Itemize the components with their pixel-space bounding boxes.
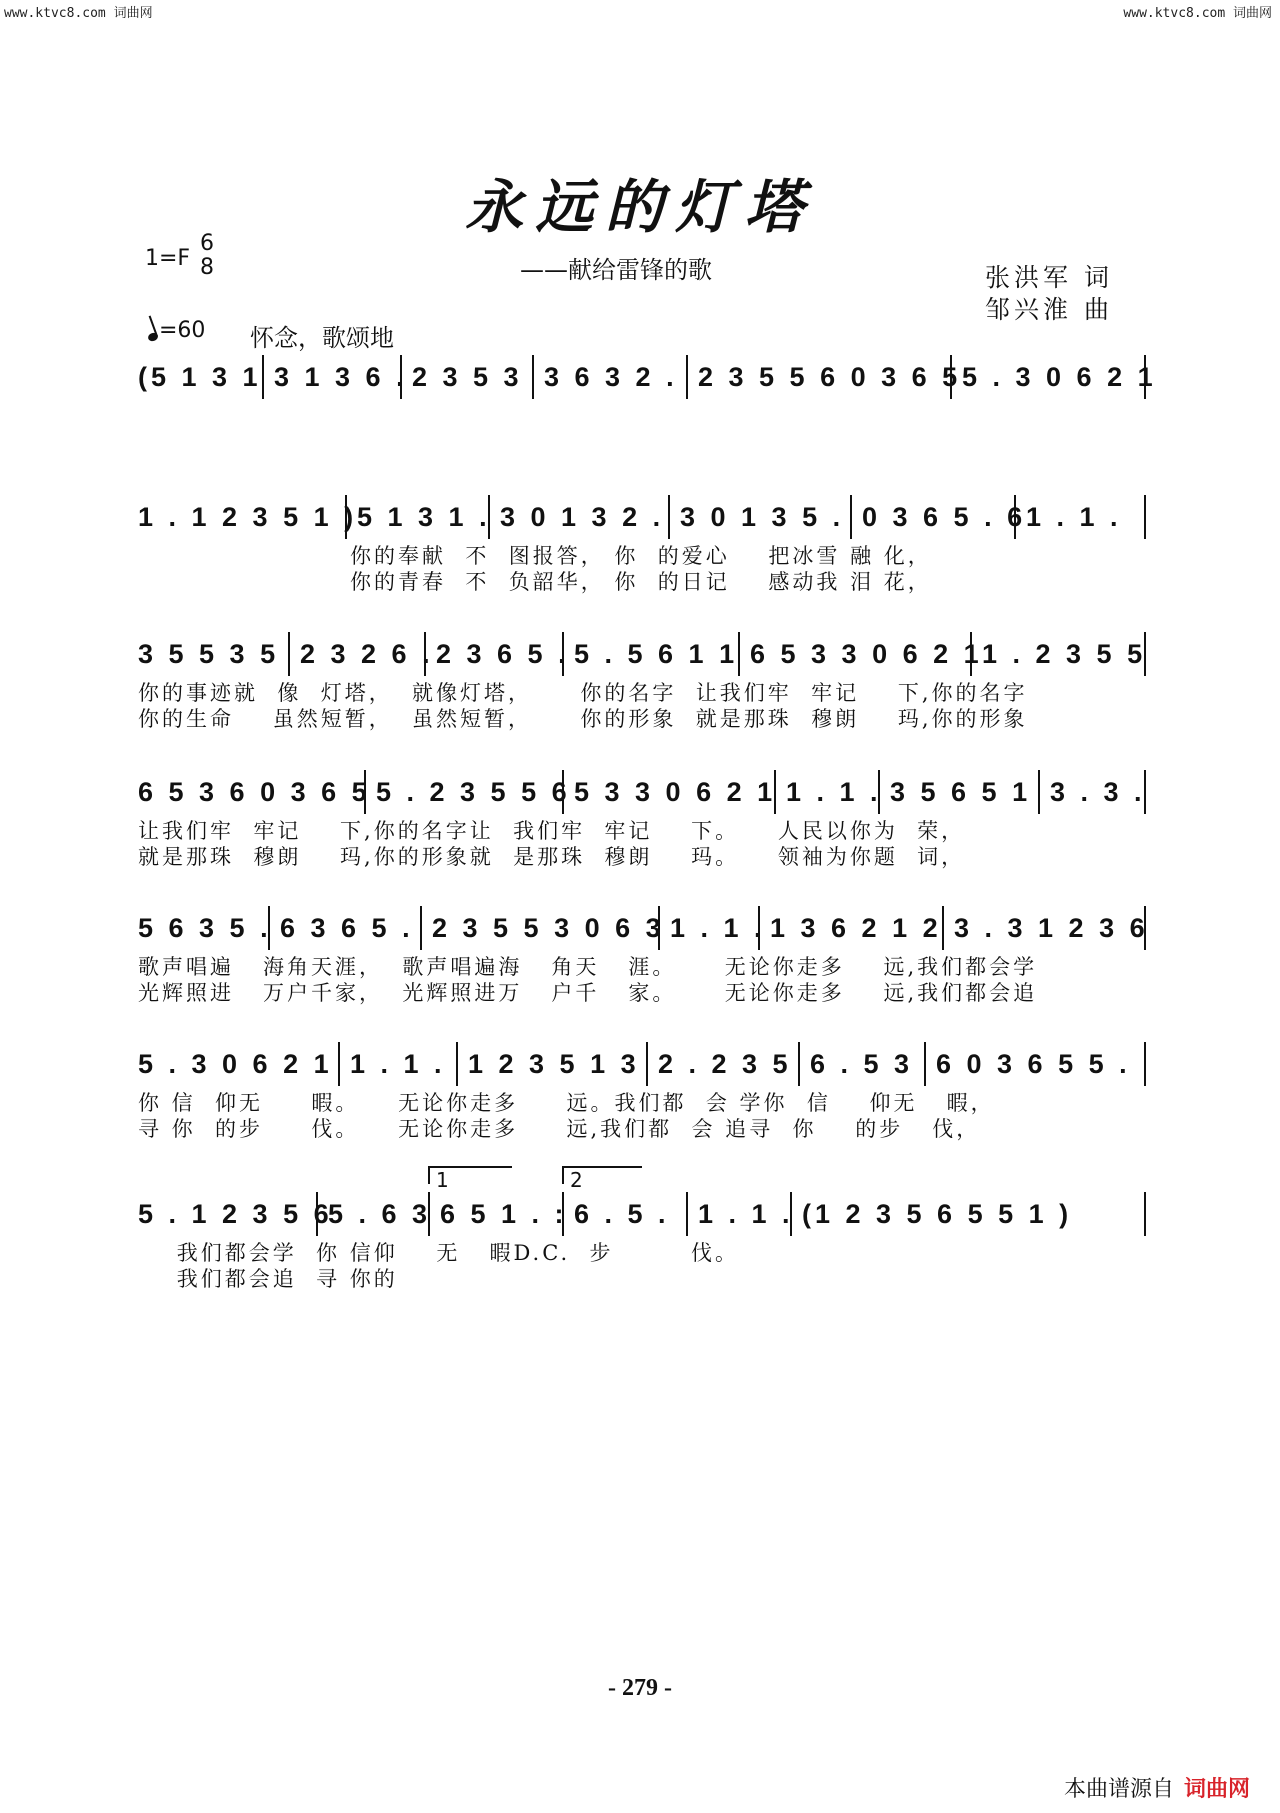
footer-brand: 词曲网 xyxy=(1183,1777,1250,1802)
measure: 5 . 2 3 5 5 6 xyxy=(364,770,571,814)
lyrics-verse-1: 歌声唱遍 海角天涯， 歌声唱遍海 角天 涯。 无论你走多 远,我们都会学 xyxy=(138,955,1038,979)
lyrics-verse-2: 光辉照进 万户千家， 光辉照进万 户千 家。 无论你走多 远,我们都会追 xyxy=(138,981,1038,1005)
staff-system-2 xyxy=(138,495,1146,595)
song-title: 永远的灯塔 xyxy=(464,173,815,241)
volta-first-ending: 1 xyxy=(428,1166,512,1184)
measure: 1 . 1 . xyxy=(658,906,766,950)
page-number: - 279 - xyxy=(608,1675,672,1701)
measure: 2 3 5 5 6 0 3 6 5 xyxy=(686,355,961,399)
measure: 6 5 1 . : xyxy=(428,1192,568,1236)
tempo-value: =60 xyxy=(159,318,206,343)
measure: 3 6 3 2 . xyxy=(532,355,678,399)
tempo-marking xyxy=(148,318,205,343)
lyrics-verse-1: 让我们牢 牢记 下,你的名字让 我们牢 牢记 下。 人民以你为 荣， xyxy=(138,819,966,843)
measure: 2 3 5 5 3 0 6 3 xyxy=(420,906,665,950)
staff-system-1 xyxy=(138,355,1157,399)
measure: 3 0 1 3 5 . xyxy=(668,495,844,539)
measure: 2 . 2 3 5 xyxy=(646,1042,792,1086)
measure: 1 . 1 . xyxy=(774,770,882,814)
measure: 3 0 1 3 2 . xyxy=(488,495,664,539)
footer-credit xyxy=(1064,1772,1250,1803)
notes-row xyxy=(138,1192,1146,1236)
measure: 6 . 5 . xyxy=(562,1192,670,1236)
lyricist-credit: 张洪军 词 xyxy=(985,263,1113,292)
measure: 3 . 3 1 2 3 6 xyxy=(942,906,1149,950)
expression-marking: 怀念，歌颂地 xyxy=(250,324,394,352)
measure: 0 3 6 5 . 6 xyxy=(850,495,1026,539)
measure: 1 2 3 5 1 3 xyxy=(456,1042,640,1086)
measure: 1 . 1 . xyxy=(338,1042,446,1086)
lyrics-verse-1: 你的奉献 不 图报答， 你 的爱心 把冰雪 融 化， xyxy=(350,544,932,568)
measure: 6 5 3 6 0 3 6 5 xyxy=(138,777,371,807)
staff-system-6 xyxy=(138,1042,1146,1142)
song-subtitle: ——献给雷锋的歌 xyxy=(520,256,712,284)
measure: 5 1 3 1 . xyxy=(345,495,491,539)
measure: 2 3 2 6 . xyxy=(288,632,434,676)
lyrics-verse-1: 你 信 仰无 暇。 无论你走多 远。我们都 会 学你 信 仰无 暇， xyxy=(138,1091,995,1115)
measure: 5 . 3 0 6 2 1 xyxy=(950,355,1157,399)
measure: 6 0 3 6 5 5 . xyxy=(924,1042,1131,1086)
measure: 2 3 6 5 . xyxy=(424,632,570,676)
measure: 5 6 3 5 . xyxy=(138,913,272,943)
measure: 5 . 5 6 1 1 xyxy=(562,632,738,676)
notes-row xyxy=(138,1042,1146,1086)
lyrics-verse-1: 你的事迹就 像 灯塔， 就像灯塔， 你的名字 让我们牢 牢记 下,你的名字 xyxy=(138,681,1028,705)
staff-system-7 xyxy=(138,1168,1146,1292)
lyrics-verse-2: 就是那珠 穆朗 玛,你的形象就 是那珠 穆朗 玛。 领袖为你题 词， xyxy=(138,845,966,869)
measure: 1 . 1 2 3 5 1 ) xyxy=(138,502,358,532)
staff-system-5 xyxy=(138,906,1149,1006)
lyrics-verse-2: 你的青春 不 负韶华， 你 的日记 感动我 泪 花， xyxy=(350,570,932,594)
measure: 3 5 5 3 5 xyxy=(138,639,280,669)
staff-system-4 xyxy=(138,770,1146,870)
measure: 5 . 6 3 xyxy=(316,1192,431,1236)
composer-credit: 邹兴淮 曲 xyxy=(985,295,1113,324)
time-signature xyxy=(200,232,214,280)
staff-system-3 xyxy=(138,632,1146,732)
footer-source: 本曲谱源自 xyxy=(1063,1777,1174,1802)
measure: 2 3 5 3 xyxy=(400,355,523,399)
measure: 5 . 1 2 3 5 6 xyxy=(138,1199,333,1229)
measure: 6 3 6 5 . xyxy=(268,906,414,950)
measure: 1 . 2 3 5 5 xyxy=(970,632,1146,676)
measure: 5 . 3 0 6 2 1 xyxy=(138,1049,333,1079)
measure: 3 . 3 . xyxy=(1038,770,1146,814)
measure: 6 . 5 3 xyxy=(798,1042,913,1086)
notes-row xyxy=(138,906,1149,950)
notes-row xyxy=(138,770,1146,814)
watermark-right: www.ktvc8.com 词曲网 xyxy=(1123,6,1272,21)
measure: 1 3 6 2 1 2 xyxy=(758,906,942,950)
measure: (1 2 3 5 6 5 5 1 ) xyxy=(790,1192,1072,1236)
lyrics-verse-2: 我们都会追 寻 你的 xyxy=(138,1267,398,1291)
lyrics-verse-1: 我们都会学 你 信仰 无 暇D.C. 步 伐。 xyxy=(138,1241,739,1265)
measure: 5 3 3 0 6 2 1 xyxy=(562,770,776,814)
notes-row xyxy=(138,355,1157,399)
notes-row xyxy=(138,495,1146,539)
key-signature: 1=F xyxy=(145,246,191,271)
measure: (5 1 3 1 xyxy=(138,362,262,392)
watermark-left: www.ktvc8.com 词曲网 xyxy=(4,6,153,21)
lyrics-verse-2: 你的生命 虽然短暂， 虽然短暂， 你的形象 就是那珠 穆朗 玛,你的形象 xyxy=(138,707,1028,731)
notes-row xyxy=(138,632,1146,676)
measure: 1 . 1 . xyxy=(1014,495,1122,539)
time-signature-bottom: 8 xyxy=(200,255,214,280)
quarter-note-icon xyxy=(147,332,159,343)
measure: 1 . 1 . xyxy=(686,1192,794,1236)
lyrics-verse-2: 寻 你 的步 伐。 无论你走多 远,我们都 会 追寻 你 的步 伐， xyxy=(138,1117,981,1141)
measure: 3 1 3 6 . xyxy=(262,355,408,399)
volta-second-ending: 2 xyxy=(562,1166,642,1184)
measure: 3 5 6 5 1 xyxy=(878,770,1031,814)
time-signature-top: 6 xyxy=(200,231,214,256)
measure: 6 5 3 3 0 6 2 1 xyxy=(738,632,983,676)
